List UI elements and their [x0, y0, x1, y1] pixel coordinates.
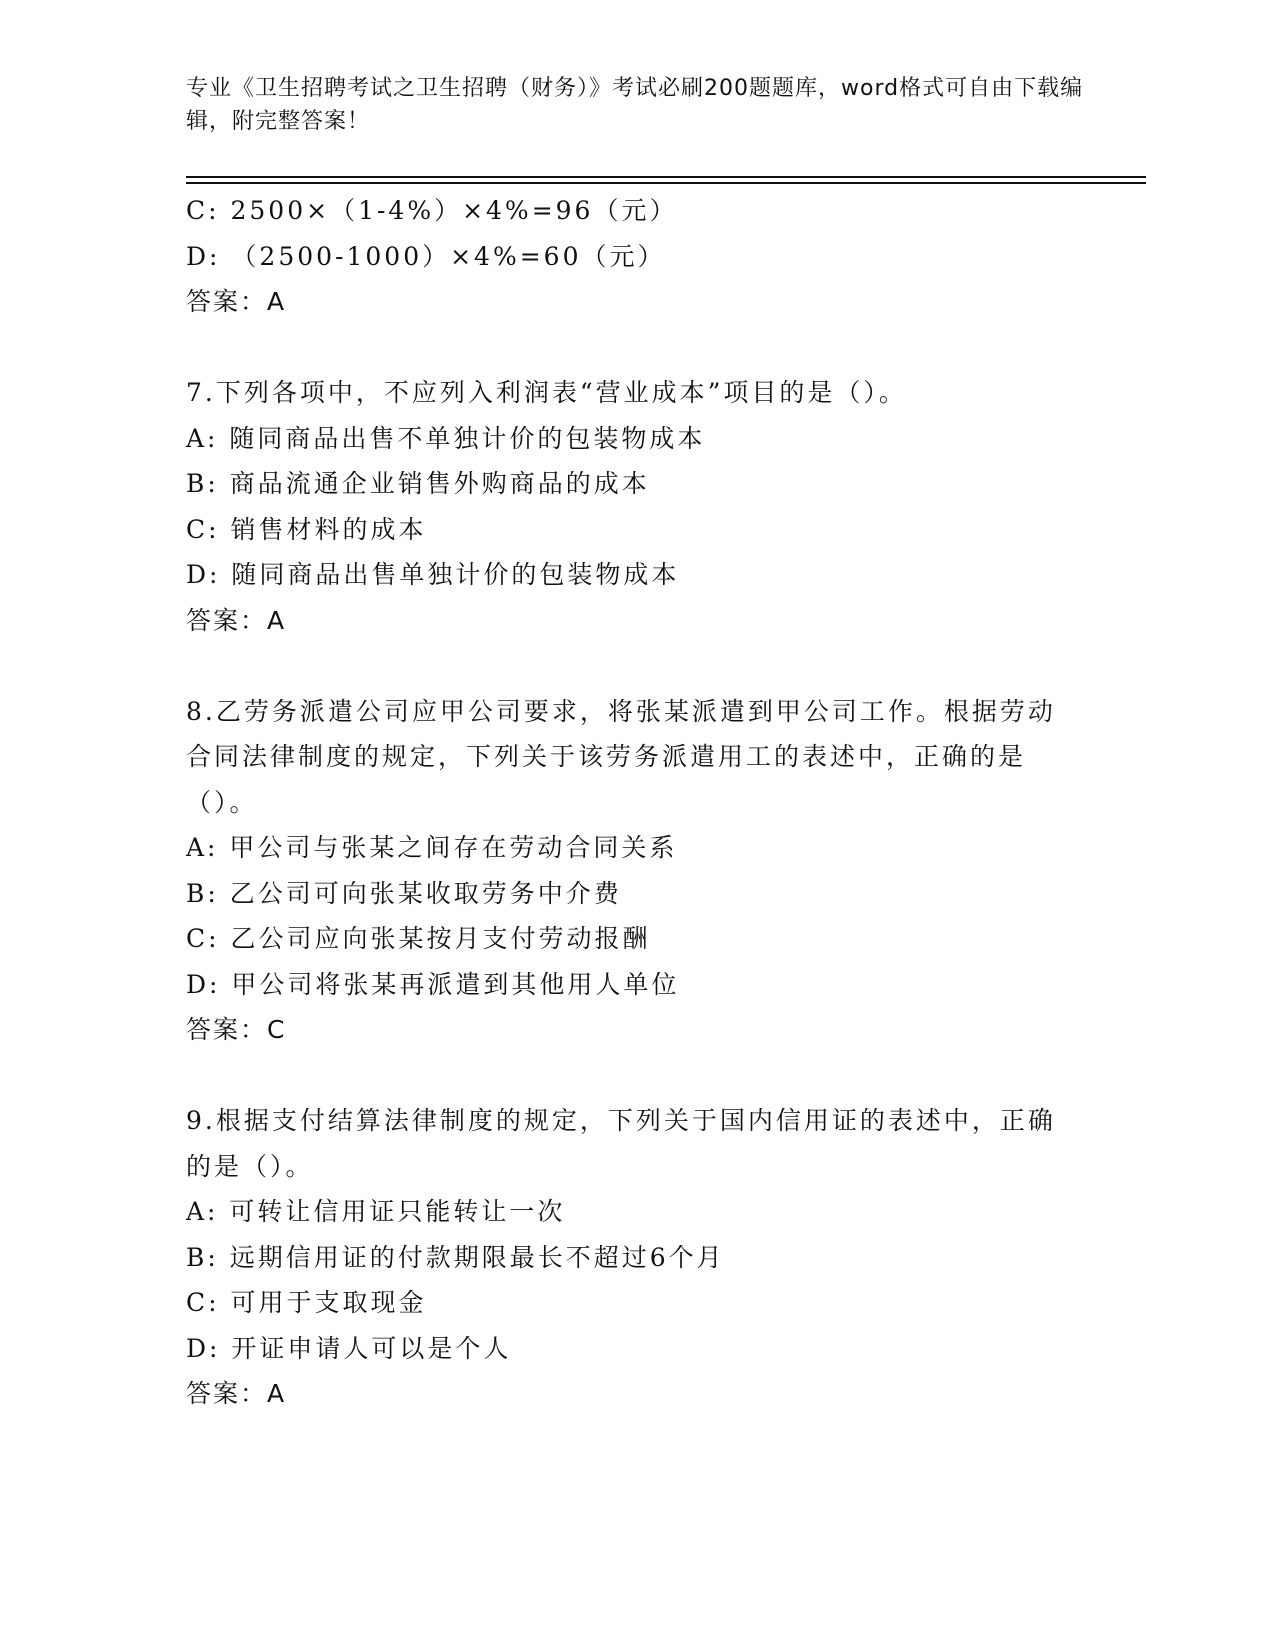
question-9: [186, 1098, 1086, 1417]
answer-line: 答案：A: [186, 1379, 287, 1408]
option-b: B: 乙公司可向张某收取劳务中介费: [186, 878, 622, 908]
option-c: C: 可用于支取现金: [186, 1288, 427, 1317]
question-7: [186, 370, 1086, 643]
question-stem: 9.根据支付结算法律制度的规定，下列关于国内信用证的表述中，正确的是（）。: [186, 1106, 1056, 1181]
question-8: [186, 689, 1086, 1053]
document-body: [186, 188, 1086, 1417]
option-c: C: 2500×（1-4%）×4%=96（元）: [186, 196, 678, 225]
option-a: A: 甲公司与张某之间存在劳动合同关系: [186, 833, 678, 862]
header-divider-bottom: [186, 182, 1146, 184]
option-a: A: 可转让信用证只能转让一次: [186, 1197, 566, 1226]
option-d: D: 甲公司将张某再派遣到其他用人单位: [186, 969, 680, 999]
document-header: 专业《卫生招聘考试之卫生招聘（财务）》考试必刷200题题库，word格式可自由下载编辑，附完整答案！: [186, 76, 1084, 134]
option-d: D: （2500-1000）×4%=60（元）: [186, 241, 666, 271]
spacer: [186, 643, 1086, 689]
option-a: A: 随同商品出售不单独计价的包装物成本: [186, 423, 706, 453]
header-divider-top: [186, 176, 1146, 178]
option-b: B: 远期信用证的付款期限最长不超过6个月: [186, 1242, 725, 1272]
option-b: B: 商品流通企业销售外购商品的成本: [186, 469, 650, 498]
option-c: C: 乙公司应向张某按月支付劳动报酬: [186, 924, 651, 953]
question-fragment: [186, 188, 1086, 325]
spacer: [186, 1053, 1086, 1099]
answer-line: 答案：C: [186, 1015, 287, 1044]
spacer: [186, 325, 1086, 371]
answer-line: 答案：A: [186, 287, 287, 316]
option-c: C: 销售材料的成本: [186, 514, 427, 544]
question-stem: 7.下列各项中，不应列入利润表“营业成本”项目的是（）。: [186, 378, 907, 407]
option-d: D: 开证申请人可以是个人: [186, 1333, 512, 1363]
answer-line: 答案：A: [186, 605, 287, 635]
option-d: D: 随同商品出售单独计价的包装物成本: [186, 560, 680, 589]
question-stem: 8.乙劳务派遣公司应甲公司要求，将张某派遣到甲公司工作。根据劳动合同法律制度的规定，下列关于该劳务派遣用工的表述中，正确的是（）。: [186, 696, 1056, 817]
